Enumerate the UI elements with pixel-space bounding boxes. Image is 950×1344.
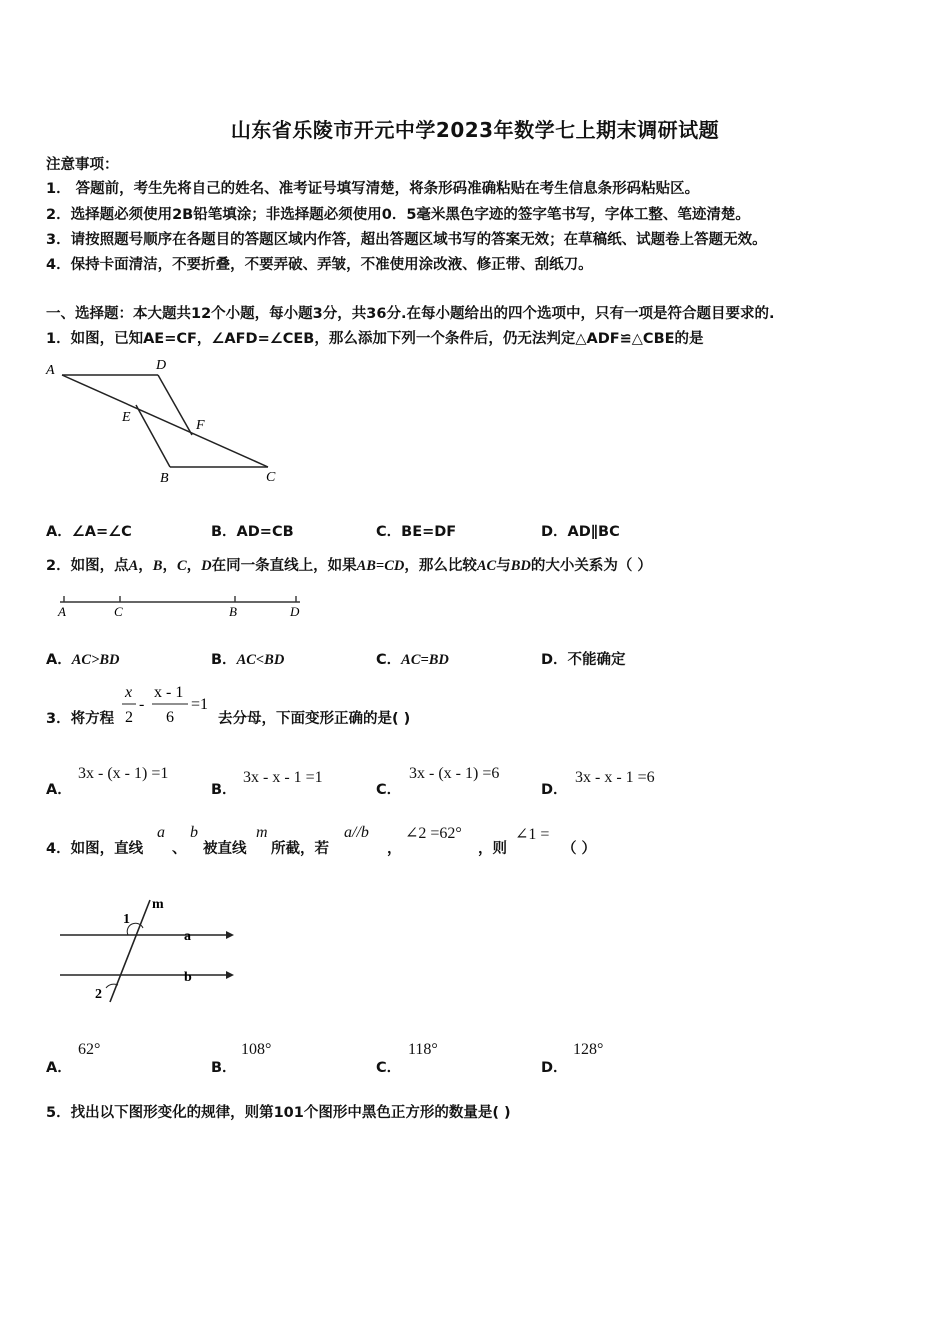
q3-option-a-letter[interactable]: A． bbox=[46, 782, 72, 798]
q4-option-b-value[interactable]: 108° bbox=[241, 1041, 272, 1058]
q3-option-a-expr[interactable]: 3x - (x - 1) =1 bbox=[78, 765, 169, 782]
note-item: 4．保持卡面清洁，不要折叠，不要弄破、弄皱，不准使用涂改液、修正带、刮纸刀。 bbox=[46, 257, 593, 273]
q3-eq-minus: - bbox=[139, 696, 145, 713]
note-item: 3．请按照题号顺序在各题目的答题区域内作答，超出答题区域书写的答案无效；在草稿纸、试题卷上答题无效。 bbox=[46, 232, 767, 248]
q4-label-m: m bbox=[152, 897, 164, 912]
q4-figure bbox=[50, 890, 260, 1005]
q2-label-b: B bbox=[229, 604, 237, 619]
q1-label-e: E bbox=[122, 410, 131, 425]
q3-eq-numerator-2: x - 1 bbox=[154, 684, 184, 701]
q2-option-a[interactable]: A．AC>BD bbox=[46, 652, 120, 668]
q4-stem-4: 所截，若 bbox=[271, 841, 329, 857]
q4-stem-2: 、 bbox=[172, 841, 187, 857]
q1-label-d: D bbox=[156, 358, 167, 373]
q2-stem: 2．如图，点A，B，C，D在同一条直线上，如果AB=CD，那么比较AC与BD的大小关系为（ ） bbox=[46, 558, 652, 574]
q4-label-a: a bbox=[184, 929, 191, 944]
q3-option-c-expr[interactable]: 3x - (x - 1) =6 bbox=[409, 765, 500, 782]
q4-option-a-letter[interactable]: A． bbox=[46, 1060, 72, 1076]
q2-option-b[interactable]: B．AC<BD bbox=[211, 652, 285, 668]
q4-stem-7: （ ） bbox=[562, 841, 597, 857]
q1-label-a: A bbox=[46, 363, 55, 378]
q2-label-a: A bbox=[58, 604, 66, 619]
section-heading: 一、选择题：本大题共12个小题，每小题3分，共36分.在每小题给出的四个选项中，只有一项是符合题目要求的. bbox=[46, 306, 775, 322]
q1-stem: 1．如图，已知AE=CF，∠AFD=∠CEB，那么添加下列一个条件后，仍无法判定△ADF≌△CBE的是 bbox=[46, 331, 704, 347]
q4-label-1: 1 bbox=[123, 912, 130, 927]
q3-suffix: 去分母，下面变形正确的是( ) bbox=[218, 711, 411, 727]
q1-label-f: F bbox=[196, 418, 205, 433]
q2-label-d: D bbox=[290, 604, 300, 619]
q4-stem-1: 4．如图，直线 bbox=[46, 841, 144, 857]
q3-option-b-letter[interactable]: B． bbox=[211, 782, 237, 798]
q1-option-c[interactable]: C．BE=DF bbox=[376, 524, 457, 540]
q4-angle1: ∠1 = bbox=[515, 826, 550, 843]
q4-var-m: m bbox=[256, 824, 268, 841]
q1-option-d[interactable]: D．AD∥BC bbox=[541, 524, 620, 540]
notes-heading: 注意事项： bbox=[46, 157, 119, 173]
q4-var-a: a bbox=[157, 824, 165, 841]
q3-eq-numerator-1: x bbox=[125, 684, 133, 701]
note-item: 2．选择题必须使用2B铅笔填涂；非选择题必须使用0．5毫米黑色字迹的签字笔书写，字体工整、笔迹清楚。 bbox=[46, 207, 750, 223]
q1-figure bbox=[40, 355, 290, 490]
q1-option-a[interactable]: A．∠A=∠C bbox=[46, 524, 132, 540]
note-item: 1． 答题前，考生先将自己的姓名、准考证号填写清楚，将条形码准确粘贴在考生信息条形码粘贴区。 bbox=[46, 181, 700, 197]
q3-prefix: 3．将方程 bbox=[46, 711, 115, 727]
q4-stem-6: ，则 bbox=[478, 841, 507, 857]
q4-label-b: b bbox=[184, 970, 192, 985]
q1-label-c: C bbox=[266, 470, 276, 485]
q4-var-b: b bbox=[190, 824, 198, 841]
q3-eq-denominator-2: 6 bbox=[166, 709, 174, 726]
q4-option-c-letter[interactable]: C． bbox=[376, 1060, 402, 1076]
q3-option-c-letter[interactable]: C． bbox=[376, 782, 402, 798]
q2-option-c[interactable]: C．AC=BD bbox=[376, 652, 449, 668]
q3-option-d-letter[interactable]: D． bbox=[541, 782, 568, 798]
q4-stem-5: ， bbox=[387, 841, 402, 857]
q4-option-d-letter[interactable]: D． bbox=[541, 1060, 568, 1076]
q3-equation bbox=[120, 680, 220, 728]
q4-option-b-letter[interactable]: B． bbox=[211, 1060, 237, 1076]
q4-option-d-value[interactable]: 128° bbox=[573, 1041, 604, 1058]
q4-label-2: 2 bbox=[95, 987, 102, 1002]
q3-eq-denominator-1: 2 bbox=[125, 709, 133, 726]
q2-label-c: C bbox=[114, 604, 123, 619]
q3-option-b-expr[interactable]: 3x - x - 1 =1 bbox=[243, 769, 323, 786]
q2-figure bbox=[50, 590, 310, 622]
q4-option-c-value[interactable]: 118° bbox=[408, 1041, 438, 1058]
q4-stem-3: 被直线 bbox=[203, 841, 247, 857]
q2-option-d[interactable]: D．不能确定 bbox=[541, 652, 626, 668]
q3-eq-rhs: =1 bbox=[191, 696, 209, 713]
page-title: 山东省乐陵市开元中学2023年数学七上期末调研试题 bbox=[230, 118, 720, 142]
q1-option-b[interactable]: B．AD=CB bbox=[211, 524, 294, 540]
q4-angle2: ∠2 =62° bbox=[405, 825, 462, 842]
q5-stem: 5．找出以下图形变化的规律，则第101个图形中黑色正方形的数量是( ) bbox=[46, 1105, 511, 1121]
q4-option-a-value[interactable]: 62° bbox=[78, 1041, 101, 1058]
q3-option-d-expr[interactable]: 3x - x - 1 =6 bbox=[575, 769, 655, 786]
q4-parallel: a//b bbox=[344, 824, 369, 841]
q1-label-b: B bbox=[160, 471, 169, 486]
